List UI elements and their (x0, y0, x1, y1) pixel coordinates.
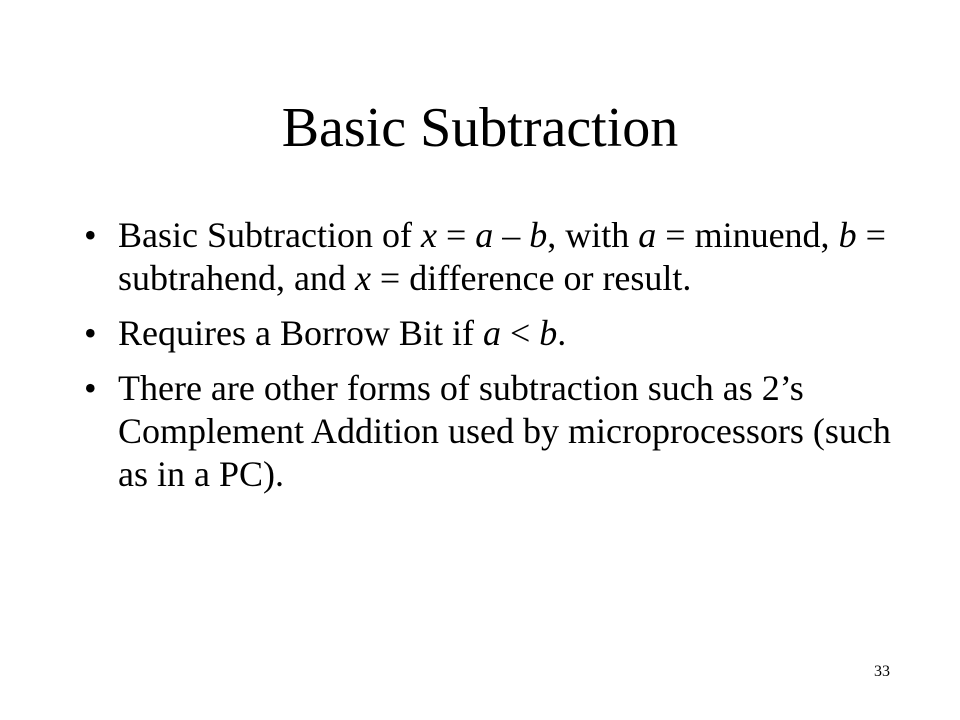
bullet-item (84, 367, 904, 496)
bullet-text (118, 215, 886, 298)
text-segment: Basic Subtraction of (118, 215, 421, 255)
variable-a: a (475, 215, 494, 255)
variable-x: x (420, 215, 437, 255)
variable-b: b (529, 215, 548, 255)
bullet-icon: • (84, 313, 97, 353)
bullet-icon: • (84, 215, 97, 255)
bullet-item (84, 312, 904, 355)
text-segment: = difference or result. (370, 258, 692, 298)
variable-b: b (838, 215, 857, 255)
text-segment: = (436, 215, 476, 255)
text-segment: = minuend, (656, 215, 839, 255)
bullet-text (118, 313, 566, 353)
variable-x: x (354, 258, 371, 298)
bullet-list (84, 214, 904, 508)
bullet-icon: • (84, 368, 97, 408)
text-segment: < (500, 313, 540, 353)
text-segment: – (493, 215, 530, 255)
text-segment: . (557, 313, 567, 353)
variable-b: b (539, 313, 558, 353)
text-segment: Requires a Borrow Bit if (118, 313, 483, 353)
text-segment: = subtrahend, and (118, 215, 886, 298)
bullet-text: There are other forms of subtraction such as 2’s Complement Addition used by microprocessors (such as in a PC). (118, 368, 891, 494)
variable-a: a (482, 313, 501, 353)
page-number: 33 (874, 663, 890, 680)
bullet-item (84, 214, 904, 300)
variable-a: a (638, 215, 657, 255)
slide-title: Basic Subtraction (281, 97, 679, 159)
text-segment: , with (547, 215, 639, 255)
